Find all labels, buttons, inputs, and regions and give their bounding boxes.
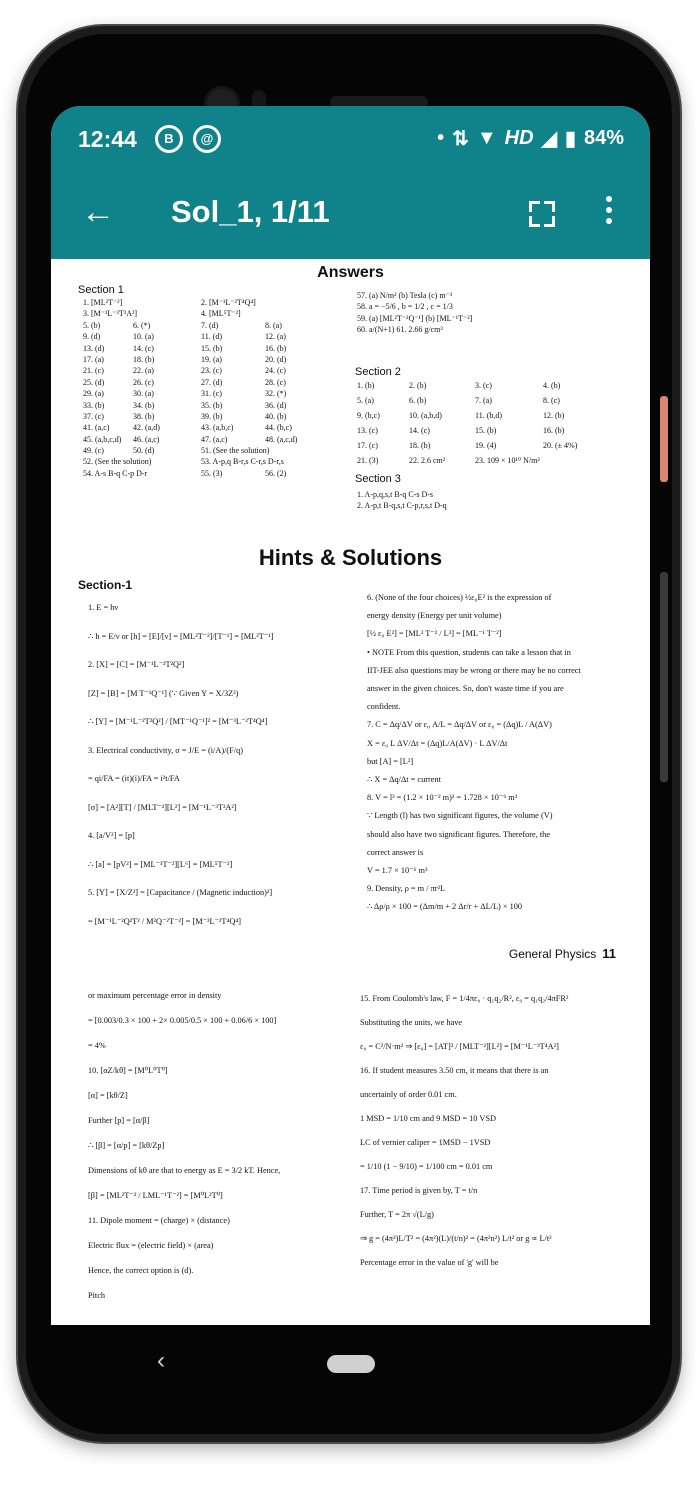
document-title: Sol_1, 1/11 [171,194,330,229]
solution-line: [β] = [ML²T⁻² / LML⁻¹T⁻²] = [M⁰L²T⁰] [88,1191,223,1200]
solution-line: = 1/10 (1 − 9/10) = 1/100 cm = 0.01 cm [360,1162,493,1171]
solution-line: [α] = [kθ/Z] [88,1091,128,1100]
solution-line: ∴ [Y] = [M⁻¹L⁻²T²Q²] / [MT⁻¹Q⁻¹]² = [M⁻³L⁻²T⁴Q⁴] [88,717,268,726]
solution-line: correct answer is [367,847,424,857]
hints-solutions-heading: Hints & Solutions [258,545,443,570]
answer-item: 2. [M⁻¹L⁻²T⁴Q⁴] [201,298,256,307]
solution-line: energy density (Energy per unit volume) [367,611,502,621]
back-arrow-icon[interactable]: ← [81,193,115,231]
solution-line: = qi/FA = (it)(i)/FA = i²t/FA [88,774,180,783]
answer-item: 31. (c) [201,389,222,399]
answers-s1-col-d [265,297,297,479]
answer-item: 44. (b,c) [265,423,292,433]
answer-item: 23. (c) [201,366,222,376]
answer-item: 21. (3) [357,456,379,465]
solution-line: Hence, the correct option is (d). [88,1266,194,1275]
answer-item: 54. A-s B-q C-p D-r [83,468,148,478]
answer-item: 1. [ML²T⁻²] [83,298,123,307]
solution-line: = [M⁻¹L⁻²Q²T² / M²Q⁻²T⁻²] = [M⁻³L⁻²T⁴Q⁴] [88,916,241,926]
solution-line: Pitch [88,1291,106,1300]
solution-line: 9. Density, ρ = m / πr²L [367,884,446,894]
solution-line: 6. (None of the four choices) ½ε₀E² is the expression of [367,593,552,602]
battery-icon: ▮ [564,128,576,150]
solution-line: or maximum percentage error in density [88,991,222,1000]
network-type: HD [504,127,534,149]
nav-back-icon[interactable]: ‹ [157,1347,165,1374]
answer-item: 12. (a) [265,332,286,342]
solution-line: 4. [a/V²] = [p] [88,831,135,840]
answer-item: 60. a/(N+1) 61. 2.66 g/cm³ [357,325,443,335]
answer-row: 2. A-p,t B-q,s,t C-p,r,s,t D-q [357,501,447,511]
answer-item [133,468,160,479]
section1-heading: Section 1 [78,284,124,296]
volume-button [660,572,668,782]
solution-line: X = ε₀ L ΔV/Δt = (Δq)L/A(ΔV) · L ΔV/Δt [367,738,508,748]
solution-line: = [0.003/0.3 × 100 + 2× 0.005/0.5 × 100 + 0.06/6 × 100] [88,1016,277,1025]
answer-item: 22. (a) [133,366,154,376]
signal-icon: ◢ [541,128,557,150]
answer-item [265,308,297,319]
answer-item: 27. (d) [201,377,223,387]
page-footer [509,946,616,961]
solution-line: answer in the given choices. So, don't waste time if you are [367,684,564,694]
battery-percent: 84% [583,127,624,149]
answer-item: 2. (b) [409,381,427,390]
answer-item: 23. 109 × 10¹⁰ N/m² [475,456,540,465]
answer-item: 10. (a,b,d) [409,411,442,420]
answer-item [265,445,297,456]
answer-item: 5. (a) [357,396,374,405]
answer-item: 50. (d) [133,446,155,456]
answer-item: 26. (c) [133,377,154,387]
answer-item: 56. (2) [265,468,287,478]
solution-line: ∴ [a] = [pV²] = [ML⁻¹T⁻²][L⁶] = [ML⁵T⁻²] [88,859,233,869]
answer-item: 12. (b) [543,411,565,420]
solution-line: Further, T = 2π √(L/g) [360,1210,434,1219]
answer-item: 18. (b) [409,441,431,450]
nav-home-pill[interactable] [327,1355,375,1373]
answers-s3 [357,488,447,511]
answer-item: 15. (b) [475,426,497,435]
answer-item: 13. (c) [357,426,378,435]
solution-line: IIT-JEE also questions may be wrong or there may be no correct [367,665,581,675]
solution-line: Dimensions of kθ are that to energy as E = 3/2 kT. Hence, [88,1166,281,1175]
solution-line: ∵ Length (l) has two significant figures, the volume (V) [367,811,553,821]
solution-line: ∴ [β] = [α/p] = [kθ/Zp] [88,1141,165,1150]
answer-item: 52. (See the solution) [83,457,152,467]
solution-line: Percentage error in the value of 'g' will be [360,1258,499,1267]
answer-item: 35. (b) [201,400,223,410]
answer-item: 40. (b) [265,411,287,421]
solution-line: 10. [αZ/kθ] = [M⁰L⁰T⁰] [88,1066,168,1075]
answer-item: 30. (a) [133,389,154,399]
answers-heading: Answers [317,264,384,281]
answer-item: 38. (b) [133,411,155,421]
navigation-bar [51,1325,650,1405]
answer-item: 8. (c) [543,396,560,405]
answer-item: 4. [ML⁵T⁻²] [201,309,241,319]
solution-line: [σ] = [A²][T] / [MLT⁻²][L²] = [M⁻¹L⁻³T³A²] [88,802,237,812]
answer-item: 46. (a,c) [133,434,160,444]
solution-line: 7. C = Δq/ΔV or ε₀ A/L = Δq/ΔV or ε₀ = (Δq)L / A(ΔV) [367,720,552,730]
answer-item: 20. (± 4%) [543,441,578,450]
answer-item: 58. a = −5/6 , b = 1/2 , c = 1/3 [357,302,453,312]
answer-item: 19. (4) [475,441,497,450]
answer-item: 18. (b) [133,354,155,364]
solution-line: uncertainly of order 0.01 cm. [360,1090,457,1099]
solution-line: [Z] = [B] = [M T⁻¹Q⁻¹] (∵ Given Y = X/3Z²) [88,688,239,698]
section3-heading: Section 3 [355,473,401,485]
solution-line: ∴ h = E/ν or [h] = [E]/[ν] = [ML²T⁻²]/[T⁻¹] = [ML²T⁻¹] [88,631,274,641]
answer-item: 45. (a,b,c,d) [83,434,122,444]
solution-line: ε₀ = C²/N·m² ⇒ [ε₀] = [AT]² / [MLT⁻²][L²] = [M⁻¹L⁻³T⁴A²] [360,1042,559,1051]
answer-item: 9. (b,c) [357,411,380,420]
solution-line: ∴ Δρ/ρ × 100 = (Δm/m + 2 Δr/r + ΔL/L) × 100 [367,902,523,912]
answer-item [265,297,297,308]
answer-item: 7. (d) [201,320,219,330]
answer-item: 14. (c) [133,343,154,353]
answer-item: 16. (b) [265,343,287,353]
answer-item [133,308,160,319]
solution-line: 16. If student measures 3.50 cm, it means that there is an [360,1066,549,1075]
page2-right-column [360,987,568,1275]
answer-item: 14. (c) [409,426,430,435]
footer-label: General Physics [508,947,597,961]
answer-item: 11. (d) [201,332,223,342]
answer-item: 21. (c) [83,366,104,376]
answer-item: 41. (a,c) [83,423,110,433]
answer-item: 16. (b) [543,426,565,435]
solution-line: ∴ X = Δq/Δt = current [367,775,441,785]
solution-line: = 4% [88,1041,106,1050]
answer-item: 36. (d) [265,400,287,410]
data-arrows-icon: ⇅ [452,128,469,150]
answer-item: 59. (a) [ML²T⁻²Q⁻¹] (b) [ML⁻¹T⁻²] [357,313,473,323]
solution-line: 5. [Y] = [X/Z²] = [Capacitance / (Magnetic induction)²] [88,888,273,897]
answer-item [265,456,297,467]
answer-item: 24. (c) [265,366,286,376]
answer-item: 6. (b) [409,396,427,405]
solution-line: • NOTE From this question, students can take a lesson that in [367,647,571,657]
answer-item: 20. (d) [265,354,287,364]
page2-left-column [88,983,280,1308]
answer-item: 6. (*) [133,320,151,330]
answer-item: 19. (a) [201,354,222,364]
solution-line: 11. Dipole moment = (charge) × (distance) [88,1216,230,1225]
answer-item: 28. (c) [265,377,286,387]
solution-line: Further [p] = [α/β] [88,1116,150,1125]
solution-line: V = 1.7 × 10⁻⁶ m³ [367,866,428,876]
answer-item: 22. 2.6 cm² [409,456,446,465]
fullscreen-icon[interactable] [529,201,555,227]
solution-line: 17. Time period is given by, T = t/n [360,1186,478,1195]
answer-item: 32. (*) [265,389,287,399]
more-options-icon[interactable] [606,196,614,229]
power-button [660,396,668,482]
answer-item: 43. (a,b,c) [201,423,234,433]
section2-heading: Section 2 [355,366,401,378]
solutions-right-column [367,589,581,917]
answer-item: 8. (a) [265,320,282,330]
answer-item: 42. (a,d) [133,423,160,433]
answer-item: 1. (b) [357,381,375,390]
answers-s1-right [357,287,472,333]
answer-item: 29. (a) [83,389,104,399]
answers-s1-col-b [133,297,160,479]
answer-item: 7. (a) [475,396,492,405]
answer-item: 55. (3) [201,468,223,478]
answer-row: 1. A-p,q,s,t B-q C-s D-s [357,490,434,499]
solution-line: 3. Electrical conductivity, σ = J/E = (i/A)/(F/q) [88,745,243,755]
solution-line: LC of vernier caliper = 1MSD − 1VSD [360,1138,491,1147]
screen [51,106,650,1325]
solution-line: 15. From Coulomb's law, F = 1/4πε₀ · q₁q₂/R², ε₀ = q₁q₂/4πFR² [360,994,569,1003]
solution-line: Electric flux = (electric field) × (area) [88,1241,214,1250]
solution-line: 8. V = l³ = (1.2 × 10⁻² m)³ = 1.728 × 10⁻⁶ m³ [367,793,518,803]
answer-item: 37. (c) [83,411,104,421]
answer-item: 4. (b) [543,381,561,390]
answer-item: 13. (d) [83,343,105,353]
footer-page-number: 11 [602,946,616,961]
answer-item: 47. (a,c) [201,434,228,444]
answer-item: 17. (a) [83,354,104,364]
answer-item: 34. (b) [133,400,155,410]
solution-line: but [A] = [L²] [367,756,414,766]
answer-item [133,456,160,467]
answer-item: 3. (c) [475,381,492,390]
answer-item: 11. (b,d) [475,411,503,420]
section1-solutions-heading: Section-1 [78,578,133,592]
status-indicators [437,126,624,151]
status-bar [51,106,650,172]
answer-item: 33. (b) [83,400,105,410]
pdf-page-view[interactable] [51,259,650,1325]
wifi-icon: ▼ [476,127,497,149]
answer-item [133,297,160,308]
answer-item: 9. (d) [83,332,101,342]
answer-item: 25. (d) [83,377,105,387]
answer-item: 10. (a) [133,332,154,342]
answer-item: 53. A-p,q B-r,s C-r,s D-r,s [201,457,284,467]
answer-item: 48. (a,c,d) [265,434,298,444]
solution-line: 2. [X] = [C] = [M⁻¹L⁻²T²Q²] [88,660,185,669]
solution-line: 1. E = hν [88,603,119,612]
answer-item: 49. (c) [83,446,104,456]
answer-item: 17. (c) [357,441,378,450]
answer-item: 51. (See the solution) [201,446,270,456]
answer-item: 57. (a) N/m² (b) Tesla (c) m⁻³ [357,291,453,300]
answer-item: 5. (b) [83,320,101,330]
solution-line: ⇒ g = (4π²)L/T² = (4π²)(L)/(t/n)² = (4π²n²) L/t² or g ∝ L/t² [360,1234,552,1243]
solution-line: [½ ε₀ E²] = [ML² T⁻² / L³] = [ML⁻¹ T⁻²] [367,629,502,639]
b-badge-icon: B [155,125,183,153]
answer-item: 15. (b) [201,343,223,353]
dot-icon: • [437,127,445,149]
solutions-left-column [88,594,273,936]
status-time: 12:44 [78,126,137,152]
solution-line: 1 MSD = 1/10 cm and 9 MSD = 10 VSD [360,1114,496,1123]
solution-line: should also have two significant figures. Therefore, the [367,829,551,839]
answer-item: 39. (b) [201,411,223,421]
solution-line: Substituting the units, we have [360,1018,463,1027]
at-sign-icon: @ [193,125,221,153]
answer-item: 3. [M⁻¹L⁻³T³A²] [83,309,138,319]
solution-line: confident. [367,702,401,712]
app-bar [51,172,650,259]
